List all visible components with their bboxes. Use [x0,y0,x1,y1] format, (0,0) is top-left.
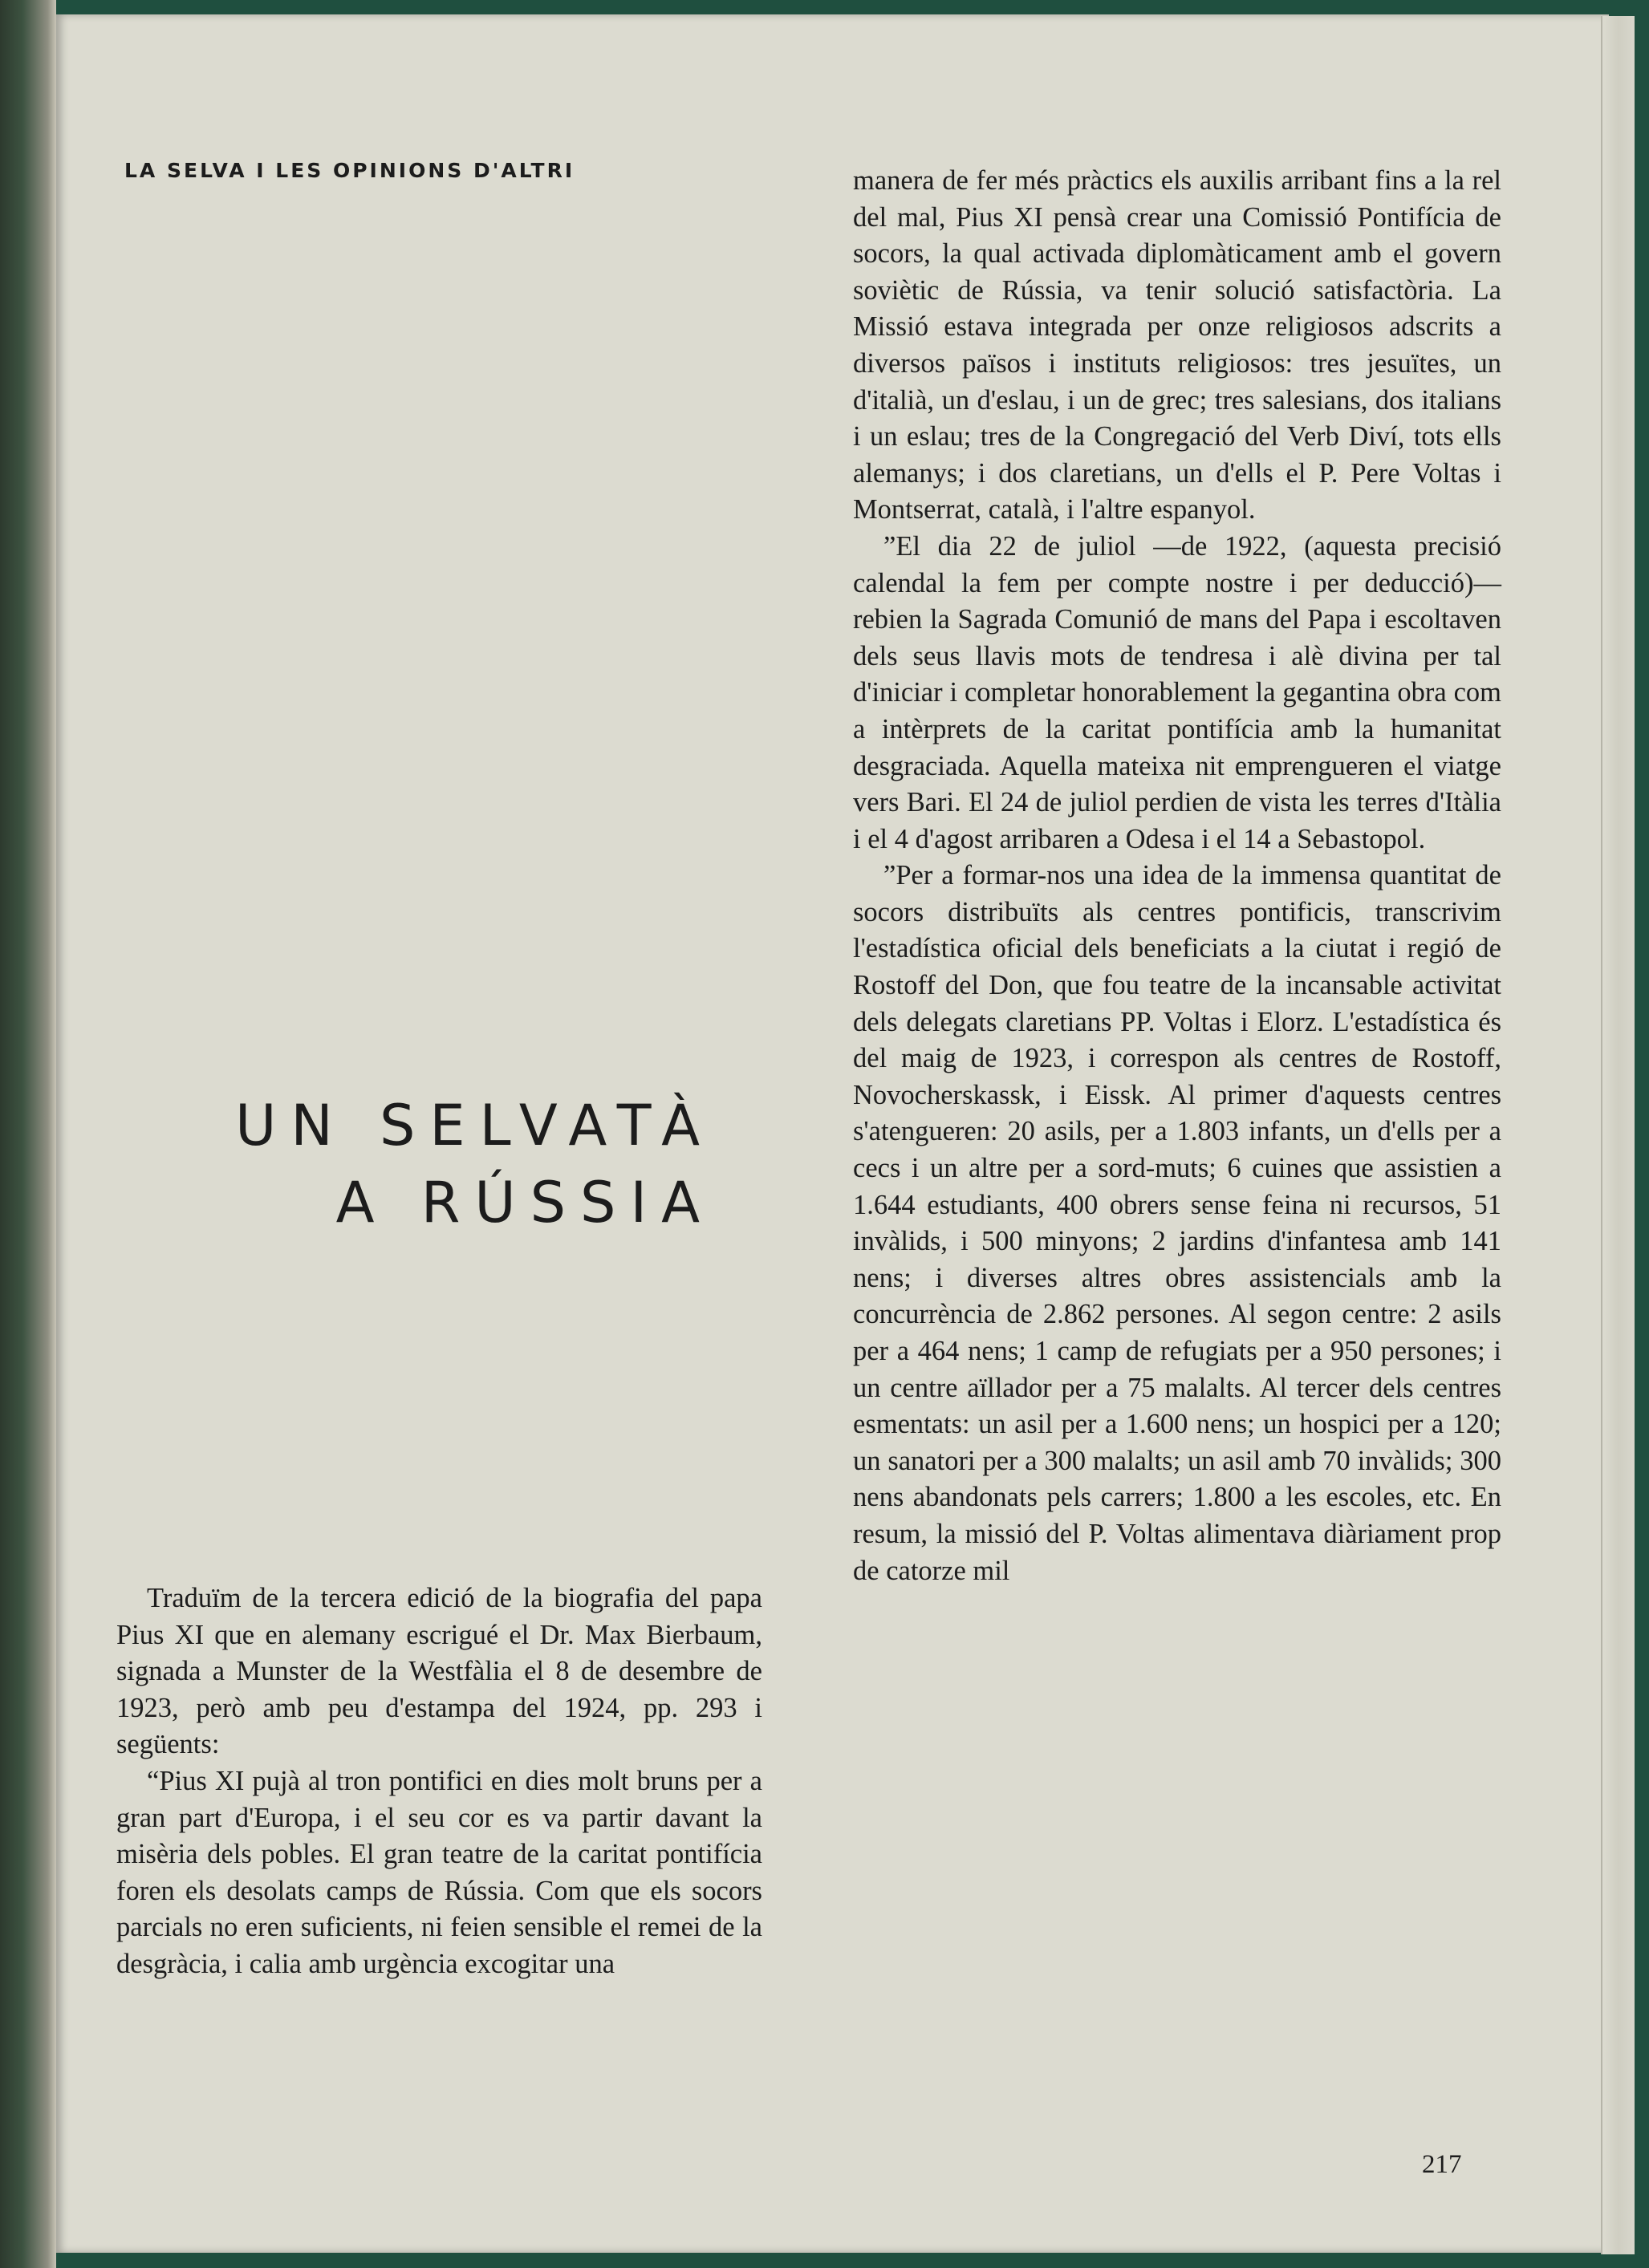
page-number: 217 [1422,2150,1462,2179]
left-paragraph-2: “Pius XI pujà al tron pontifici en dies molt bruns per a gran part d'Europa, i el seu cor es va partir davant la misèria dels pobles. El gran teatre de la caritat pontifícia foren els desolats camps de Rússia. Com que els socors parcials no eren suficients, ni feien sensible el remei de la desgràcia, i calia amb urgència excogitar una [116,1765,762,1979]
right-paragraph-1: manera de fer més pràctics els auxilis arribant fins a la rel del mal, Pius XI pensà crear una Comissió Pontifícia de socors, la qual activada diplomàticament amb el govern soviètic de Rússia, va tenir solució satisfactòria. La Missió estava integrada per onze religiosos adscrits a diversos països i instituts religiosos: tres jesuïtes, un d'italià, un d'eslau, i un de grec; tres salesians, dos italians i un eslau; tres de la Congregació del Verb Diví, tots ells alemanys; i dos claretians, un d'ells el P. Pere Voltas i Montserrat, català, i l'altre espanyol. [853,165,1501,525]
running-head: LA SELVA I LES OPINIONS D'ALTRI [124,159,575,182]
right-paragraph-2: ”El dia 22 de juliol —de 1922, (aquesta precisió calendal la fem per compte nostre i per deducció)— rebien la Sagrada Comunió de mans del Papa i escoltaven dels seus llavis mots de tendresa i alè divina per tal d'iniciar i completar honorablement la gegantina obra com a intèrprets de la caritat pontifícia amb la humanitat desgraciada. Aquella mateixa nit emprengueren el viatge vers Bari. El 24 de juliol perdien de vista les terres d'Itàlia i el 4 d'agost arribaren a Odesa i el 14 a Sebastopol. [853,530,1501,854]
left-paragraph-1: Traduïm de la tercera edició de la biografia del papa Pius XI que en alemany escrigué el Dr. Max Bierbaum, signada a Munster de la Westfàlia el 8 de desembre de 1923, però amb peu d'estampa del 1924, pp. 293 i següents: [116,1583,762,1760]
article-title-line-1: UN SELVATÀ [235,1093,714,1158]
book-binding [0,0,56,2268]
article-title-line-2: A RÚSSIA [335,1170,714,1235]
right-paragraph-3: ”Per a formar-nos una idea de la immensa quantitat de socors distribuïts als centres pontificis, transcrivim l'estadística oficial dels beneficiats a la ciutat i regió de Rostoff del Don, que fou teatre de la incansable activitat dels delegats claretians PP. Voltas i Elorz. L'estadística és del maig de 1923, i correspon als centres de Rostoff, Novocherskassk, i Eissk. Al primer d'aquests centres s'atengueren: 20 asils, per a 1.803 infants, un d'ells per a cecs i un altre per a sord-muts; 6 cuines que assistien a 1.644 estudiants, 400 obrers sense feina ni recursos, 51 invàlids, i 500 minyons; 2 jardins d'infantesa amb 141 nens; i diverses altres obres assistencials amb la concurrència de 2.862 persones. Al segon centre: 2 asils per a 464 nens; 1 camp de refugiats per a 950 persones; i un centre aïllador per a 75 malalts. Al tercer dels centres esmentats: un asil per a 1.600 nens; un hospici per a 120; un sanatori per a 300 malalts; un asil amb 70 invàlids; 300 nens abandonats pels carrers; 1.800 a les escoles, etc. En resum, la missió del P. Voltas alimentava diàriament prop de catorze mil [853,860,1501,1586]
right-column [853,163,1501,1589]
page-edge [1601,16,1635,2254]
article-title [201,1087,714,1241]
left-column [116,1580,762,1983]
